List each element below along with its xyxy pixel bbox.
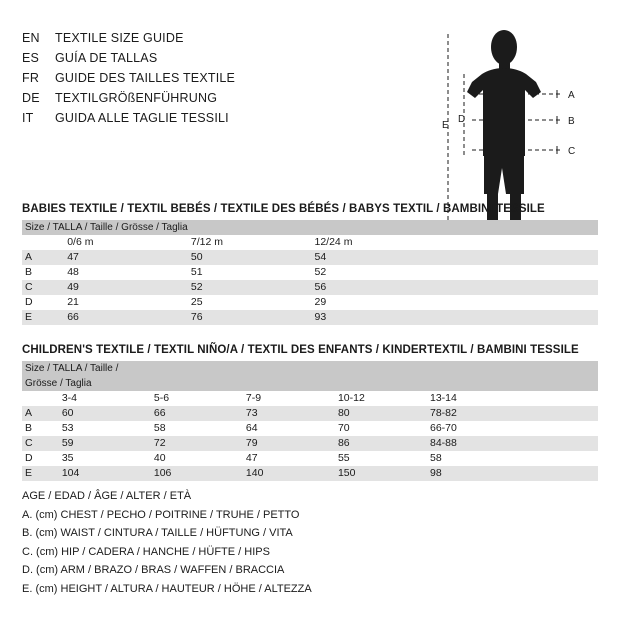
babies-row-d-v1: 25 — [188, 295, 312, 310]
measurement-legend — [22, 487, 312, 599]
babies-size-0: 0/6 m — [64, 235, 188, 250]
table-row — [22, 295, 598, 310]
children-header-blank-1 — [151, 361, 243, 391]
children-section — [22, 344, 598, 481]
children-row-e-v2: 140 — [243, 466, 335, 481]
marker-label-d: D — [458, 114, 466, 125]
table-row — [22, 466, 598, 481]
table-row — [22, 406, 598, 421]
legend-line-c: C. (cm) HIP / CADERA / HANCHE / HÜFTE / HIPS — [22, 545, 270, 558]
children-row-a-v2: 73 — [243, 406, 335, 421]
children-size-3: 10-12 — [335, 391, 427, 406]
babies-row-d-label: D — [22, 295, 64, 310]
babies-row-c-v2: 56 — [312, 280, 599, 295]
babies-sizes-row — [22, 235, 598, 250]
children-row-b-v3: 70 — [335, 421, 427, 436]
children-size-2: 7-9 — [243, 391, 335, 406]
children-row-d-v0: 35 — [59, 451, 151, 466]
children-row-a-v0: 60 — [59, 406, 151, 421]
language-row-en — [22, 31, 442, 51]
children-row-e-v0: 104 — [59, 466, 151, 481]
language-code-it: IT — [22, 111, 34, 125]
babies-row-c-v1: 52 — [188, 280, 312, 295]
table-row — [22, 280, 598, 295]
babies-row-d-v2: 29 — [312, 295, 599, 310]
children-row-c-label: C — [22, 436, 59, 451]
children-row-b-v4: 66-70 — [427, 421, 598, 436]
babies-section-title: BABIES TEXTILE / TEXTIL BEBÉS / TEXTILE DES BÉBÉS / BABYS TEXTIL / BAMBINI TESSILE — [22, 203, 545, 215]
children-row-a-v1: 66 — [151, 406, 243, 421]
legend-line-age: AGE / EDAD / ÂGE / ALTER / ETÀ — [22, 490, 192, 502]
marker-label-c: C — [568, 146, 576, 157]
table-row — [22, 250, 598, 265]
children-row-c-v3: 86 — [335, 436, 427, 451]
language-row-es — [22, 51, 442, 71]
marker-label-a: A — [568, 90, 575, 101]
babies-row-e-v1: 76 — [188, 310, 312, 325]
table-row — [22, 451, 598, 466]
children-row-a-label: A — [22, 406, 59, 421]
legend-line-d: D. (cm) ARM / BRAZO / BRAS / WAFFEN / BRACCIA — [22, 564, 285, 577]
language-title-it: GUIDA ALLE TAGLIE TESSILI — [55, 111, 229, 125]
babies-sizes-rowlabel — [22, 235, 64, 250]
children-header-blank-2 — [243, 361, 335, 391]
children-header-row — [22, 361, 598, 391]
language-title-de: TEXTILGRÖßENFÜHRUNG — [55, 91, 218, 105]
children-sizes-row — [22, 391, 598, 406]
children-row-c-v1: 72 — [151, 436, 243, 451]
language-title-fr: GUIDE DES TAILLES TEXTILE — [55, 71, 236, 85]
babies-header-size-label: Size / TALLA / Taille / Grösse / Taglia — [22, 220, 188, 235]
children-row-e-v3: 150 — [335, 466, 427, 481]
table-row — [22, 265, 598, 280]
babies-row-e-v2: 93 — [312, 310, 599, 325]
babies-header-row — [22, 220, 598, 235]
table-row — [22, 421, 598, 436]
children-sizes-rowlabel — [22, 391, 59, 406]
children-row-b-v0: 53 — [59, 421, 151, 436]
children-size-0: 3-4 — [59, 391, 151, 406]
children-row-e-v4: 98 — [427, 466, 598, 481]
language-title-en: TEXTILE SIZE GUIDE — [55, 31, 184, 45]
language-row-it — [22, 111, 442, 131]
babies-row-b-v2: 52 — [312, 265, 599, 280]
children-header-blank-4 — [427, 361, 598, 391]
babies-row-c-v0: 49 — [64, 280, 188, 295]
children-section-title: CHILDREN'S TEXTILE / TEXTIL NIÑO/A / TEXTIL DES ENFANTS / KINDERTEXTIL / BAMBINI TESSILE — [22, 344, 579, 356]
babies-row-a-v0: 47 — [64, 250, 188, 265]
children-row-c-v2: 79 — [243, 436, 335, 451]
babies-row-a-label: A — [22, 250, 64, 265]
marker-label-e: E — [442, 120, 449, 131]
children-row-b-v2: 64 — [243, 421, 335, 436]
babies-row-d-v0: 21 — [64, 295, 188, 310]
babies-row-e-v0: 66 — [64, 310, 188, 325]
children-row-c-v0: 59 — [59, 436, 151, 451]
language-code-fr: FR — [22, 71, 40, 85]
language-code-de: DE — [22, 91, 40, 105]
language-row-fr — [22, 71, 442, 91]
children-header-blank-3 — [335, 361, 427, 391]
children-row-a-v4: 78-82 — [427, 406, 598, 421]
babies-row-e-label: E — [22, 310, 64, 325]
table-row — [22, 436, 598, 451]
language-title-list — [22, 31, 442, 131]
babies-header-blank-1 — [188, 220, 312, 235]
children-row-c-v4: 84-88 — [427, 436, 598, 451]
babies-row-a-v1: 50 — [188, 250, 312, 265]
children-size-table — [22, 361, 598, 481]
children-header-size-label: Size / TALLA / Taille / Grösse / Taglia — [22, 361, 151, 391]
children-row-d-v3: 55 — [335, 451, 427, 466]
babies-row-c-label: C — [22, 280, 64, 295]
children-row-e-label: E — [22, 466, 59, 481]
children-row-a-v3: 80 — [335, 406, 427, 421]
babies-row-a-v2: 54 — [312, 250, 599, 265]
language-row-de — [22, 91, 442, 111]
babies-row-b-label: B — [22, 265, 64, 280]
babies-size-2: 12/24 m — [312, 235, 599, 250]
children-row-d-v1: 40 — [151, 451, 243, 466]
babies-row-b-v0: 48 — [64, 265, 188, 280]
babies-size-table — [22, 220, 598, 325]
legend-line-a: A. (cm) CHEST / PECHO / POITRINE / TRUHE / PETTO — [22, 508, 300, 521]
children-row-d-v4: 58 — [427, 451, 598, 466]
children-row-d-v2: 47 — [243, 451, 335, 466]
children-row-d-label: D — [22, 451, 59, 466]
language-title-es: GUÍA DE TALLAS — [55, 51, 158, 65]
language-code-es: ES — [22, 51, 40, 65]
legend-line-b: B. (cm) WAIST / CINTURA / TAILLE / HÜFTUNG / VITA — [22, 527, 293, 540]
legend-line-e: E. (cm) HEIGHT / ALTURA / HAUTEUR / HÖHE / ALTEZZA — [22, 582, 312, 595]
language-code-en: EN — [22, 31, 40, 45]
children-size-1: 5-6 — [151, 391, 243, 406]
children-row-e-v1: 106 — [151, 466, 243, 481]
children-size-4: 13-14 — [427, 391, 598, 406]
babies-section — [22, 203, 598, 325]
babies-size-1: 7/12 m — [188, 235, 312, 250]
children-row-b-label: B — [22, 421, 59, 436]
children-row-b-v1: 58 — [151, 421, 243, 436]
marker-label-b: B — [568, 116, 575, 127]
babies-header-blank-2 — [312, 220, 599, 235]
babies-row-b-v1: 51 — [188, 265, 312, 280]
table-row — [22, 310, 598, 325]
